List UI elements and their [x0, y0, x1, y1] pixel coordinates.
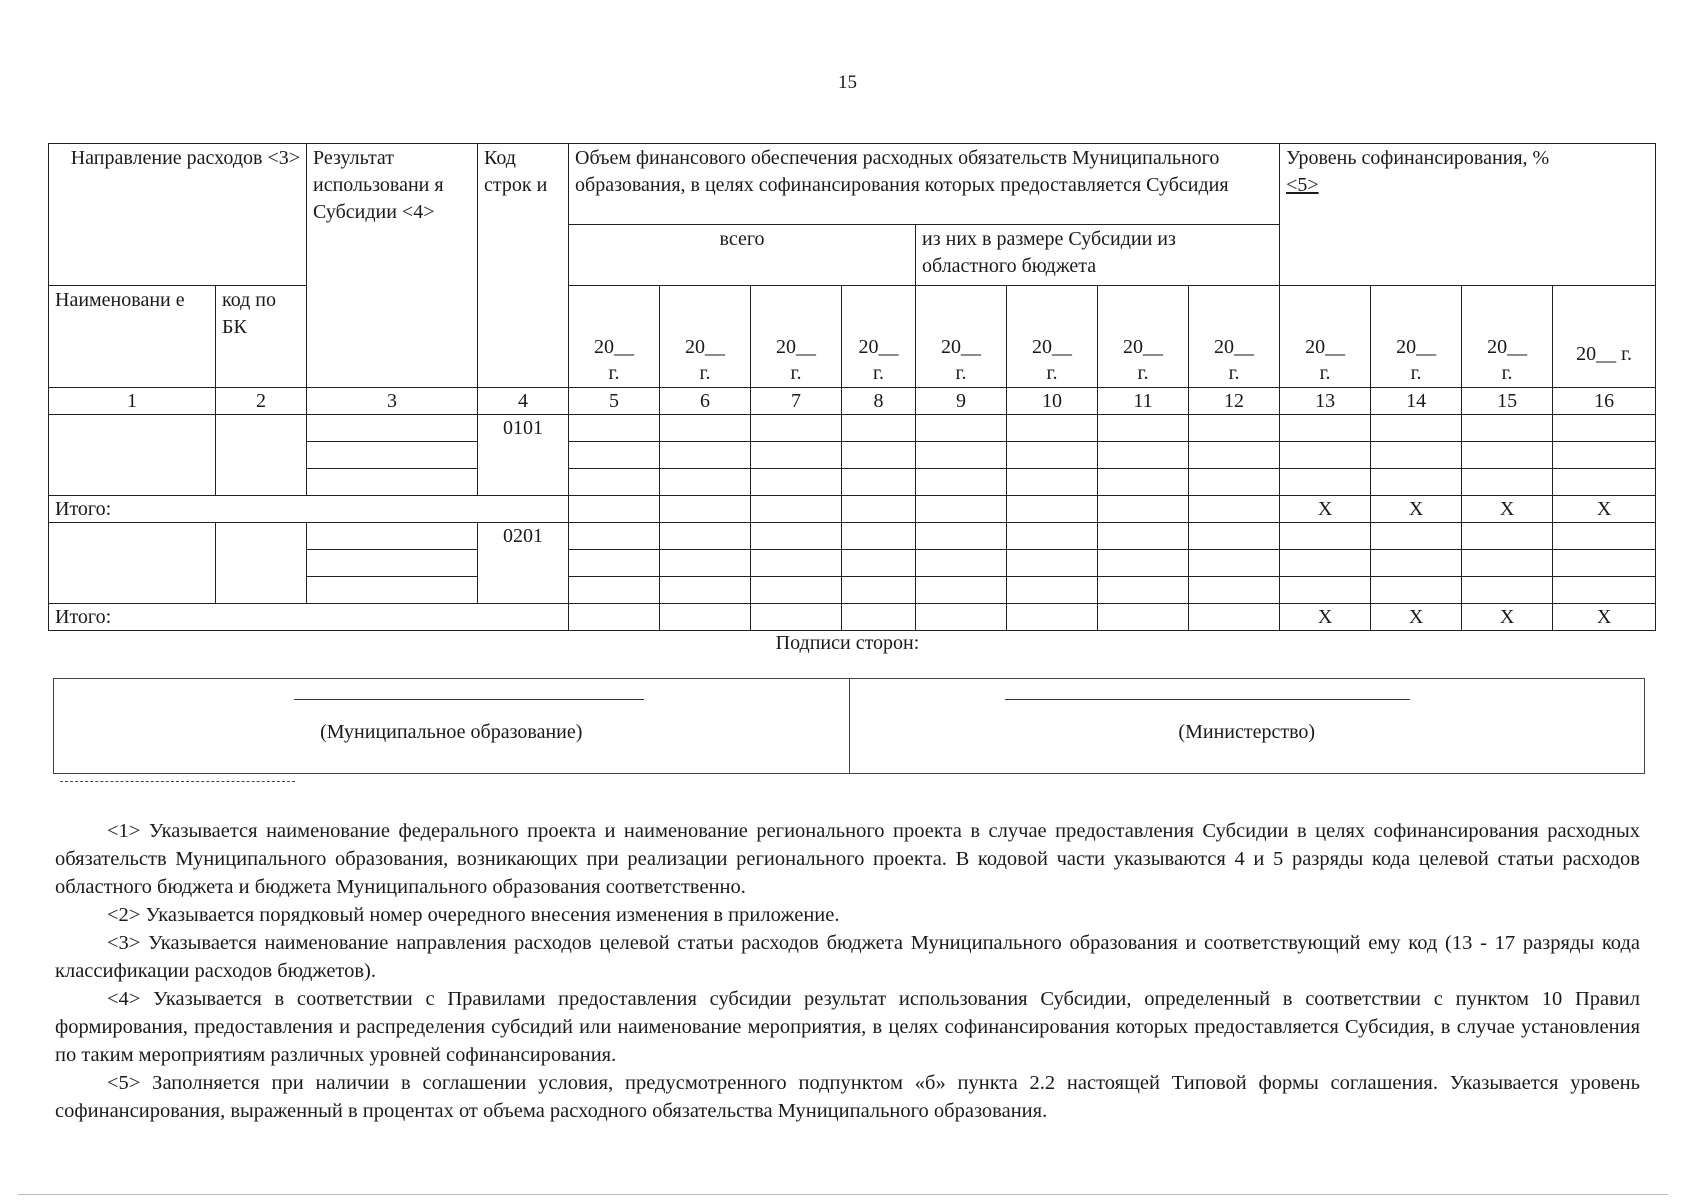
- table-cell: [660, 523, 751, 550]
- page-bottom-rule: [18, 1194, 1668, 1195]
- table-cell: [569, 496, 660, 523]
- table-cell: [660, 415, 751, 442]
- header-result: Результат использовани я Субсидии <4>: [307, 144, 478, 388]
- table-cell: [1462, 415, 1553, 442]
- signature-municipality: [54, 679, 849, 773]
- x-mark: X: [1553, 496, 1656, 523]
- footnotes: [55, 817, 1640, 1125]
- table-cell: [1462, 469, 1553, 496]
- footnote-4: <4> Указывается в соответствии с Правилами предоставления субсидии результат использования Субсидии, определенный в соответствии с пунктом 10 Правил формирования, предоставления и распределения субсидий или наименование мероприятия, в целях софинансирования которых предоставляется Субсидия, в случае установления по таким мероприятиям различных уровней софинансирования.: [55, 988, 1640, 1066]
- table-cell: [569, 442, 660, 469]
- table-cell: [1098, 469, 1189, 496]
- table-cell: [660, 442, 751, 469]
- column-number: 2: [216, 388, 307, 415]
- column-number: 16: [1553, 388, 1656, 415]
- table-cell: [842, 604, 916, 631]
- table-cell: [49, 415, 216, 496]
- header-name: Наименовани е: [49, 286, 216, 388]
- table-cell: [1007, 577, 1098, 604]
- header-row-code: Код строк и: [478, 144, 569, 388]
- table-cell: [1007, 442, 1098, 469]
- table-cell: [1553, 469, 1656, 496]
- column-number: 15: [1462, 388, 1553, 415]
- signature-label-municipality: (Муниципальное образование): [320, 721, 583, 743]
- table-cell: [1371, 442, 1462, 469]
- table-cell: [1189, 469, 1280, 496]
- table-cell: [569, 415, 660, 442]
- table-cell: [1462, 577, 1553, 604]
- signature-line: [1005, 699, 1410, 700]
- table-cell: [1007, 523, 1098, 550]
- table-cell: [660, 496, 751, 523]
- x-mark: X: [1553, 604, 1656, 631]
- cofinancing-level-text: Уровень софинансирования, %: [1286, 147, 1550, 169]
- table-cell: [1007, 469, 1098, 496]
- table-cell: [1098, 415, 1189, 442]
- x-mark: X: [1371, 496, 1462, 523]
- table-cell: [1189, 523, 1280, 550]
- signature-ministry: [849, 679, 1645, 773]
- x-mark: X: [1280, 496, 1371, 523]
- table-cell: [1280, 442, 1371, 469]
- table-cell: [216, 415, 307, 496]
- table-cell: [842, 577, 916, 604]
- table-cell: [842, 550, 916, 577]
- table-cell: [1189, 442, 1280, 469]
- table-cell: [842, 469, 916, 496]
- header-financing-volume: Объем финансового обеспечения расходных обязательств Муниципального образования, в целях софинансирования которых предоставляется Субсидия: [569, 144, 1280, 225]
- year-cell: 20__ г.: [1280, 286, 1371, 388]
- column-number: 5: [569, 388, 660, 415]
- table-cell: [916, 550, 1007, 577]
- total-label: Итого:: [49, 496, 569, 523]
- column-numbers-row: [49, 388, 1656, 415]
- table-cell: [1280, 577, 1371, 604]
- table-cell: [1371, 469, 1462, 496]
- table-cell: [842, 523, 916, 550]
- table-cell: [916, 604, 1007, 631]
- table-cell: [1189, 550, 1280, 577]
- year-cell: 20__ г.: [916, 286, 1007, 388]
- x-mark: X: [1462, 496, 1553, 523]
- table-cell: [1371, 415, 1462, 442]
- table-cell: [1553, 550, 1656, 577]
- table-row: [49, 415, 1656, 442]
- year-cell: 20__ г.: [1462, 286, 1553, 388]
- row-code: 0201: [478, 523, 569, 604]
- header-row-1: [49, 144, 1656, 225]
- year-cell: 20__ г.: [569, 286, 660, 388]
- table-cell: [1098, 577, 1189, 604]
- table-cell: [751, 496, 842, 523]
- table-cell: [751, 415, 842, 442]
- table-cell: [307, 442, 478, 469]
- table-cell: [1280, 415, 1371, 442]
- table-cell: [842, 415, 916, 442]
- total-row: [49, 496, 1656, 523]
- column-number: 12: [1189, 388, 1280, 415]
- table-cell: [660, 577, 751, 604]
- financing-table: [48, 143, 1656, 631]
- column-number: 9: [916, 388, 1007, 415]
- table-cell: [1553, 523, 1656, 550]
- table-cell: [751, 550, 842, 577]
- year-cell: 20__ г.: [1371, 286, 1462, 388]
- column-number: 14: [1371, 388, 1462, 415]
- row-code: 0101: [478, 415, 569, 496]
- header-direction-text: Направление расходов <3>: [70, 147, 301, 169]
- table-cell: [569, 577, 660, 604]
- table-cell: [1553, 442, 1656, 469]
- table-cell: [916, 496, 1007, 523]
- column-number: 4: [478, 388, 569, 415]
- total-row: [49, 604, 1656, 631]
- table-cell: [916, 577, 1007, 604]
- table-cell: [1098, 604, 1189, 631]
- x-mark: X: [1371, 604, 1462, 631]
- table-cell: [751, 442, 842, 469]
- table-cell: [307, 469, 478, 496]
- header-total: всего: [569, 225, 916, 286]
- signature-line: [294, 699, 644, 700]
- year-cell: 20__ г.: [1098, 286, 1189, 388]
- column-number: 1: [49, 388, 216, 415]
- footnote-1: <1> Указывается наименование федерального проекта и наименование регионального проекта в случае предоставления Субсидии в целях софинансирования расходных обязательств Муниципального образования, возникающих при реализации регионального проекта. В кодовой части указываются 4 и 5 разряды кода целевой статьи расходов областного бюджета и бюджета Муниципального образования соответственно.: [55, 820, 1640, 898]
- total-label: Итого:: [49, 604, 569, 631]
- cofinancing-level-note: <5>: [1286, 174, 1319, 196]
- table-cell: [307, 550, 478, 577]
- year-cell: 20__ г.: [751, 286, 842, 388]
- table-cell: [307, 523, 478, 550]
- table-row: [49, 523, 1656, 550]
- column-number: 8: [842, 388, 916, 415]
- table-cell: [49, 523, 216, 604]
- table-cell: [1280, 550, 1371, 577]
- table-cell: [751, 523, 842, 550]
- table-cell: [1189, 604, 1280, 631]
- year-cell: 20__ г.: [842, 286, 916, 388]
- table-cell: [916, 523, 1007, 550]
- table-cell: [1007, 550, 1098, 577]
- column-number: 10: [1007, 388, 1098, 415]
- table-cell: [1007, 496, 1098, 523]
- table-cell: [660, 550, 751, 577]
- table-cell: [1098, 496, 1189, 523]
- table-cell: [1371, 550, 1462, 577]
- signatures-title: Подписи сторон:: [775, 632, 920, 654]
- footnote-3: <3> Указывается наименование направления расходов целевой статьи расходов бюджета Муниципального образования и соответствующий ему код (13 - 17 разряды кода классификации расходов бюджетов).: [55, 932, 1640, 982]
- table-cell: [569, 523, 660, 550]
- column-number: 11: [1098, 388, 1189, 415]
- year-cell: 20__ г.: [660, 286, 751, 388]
- year-cell: 20__ г.: [1189, 286, 1280, 388]
- table-cell: [751, 469, 842, 496]
- column-number: 7: [751, 388, 842, 415]
- header-cofinancing-level: [1280, 144, 1656, 286]
- table-cell: [751, 577, 842, 604]
- signatures-box: [53, 678, 1645, 774]
- table-cell: [1280, 469, 1371, 496]
- table-cell: [751, 604, 842, 631]
- table-cell: [569, 469, 660, 496]
- year-cell: 20__ г.: [1553, 286, 1656, 388]
- table-cell: [1189, 415, 1280, 442]
- table-cell: [660, 604, 751, 631]
- header-row-3: [49, 286, 1656, 388]
- table-cell: [1371, 523, 1462, 550]
- table-cell: [842, 496, 916, 523]
- footnote-separator: [60, 781, 295, 782]
- table-cell: [1371, 577, 1462, 604]
- footnote-5: <5> Заполняется при наличии в соглашении условия, предусмотренного подпунктом «б» пункта 2.2 настоящей Типовой формы соглашения. Указывается уровень софинансирования, выраженный в процентах от объема расходного обязательства Муниципального образования.: [55, 1072, 1640, 1122]
- signature-label-ministry: (Министерство): [1178, 721, 1316, 743]
- table-cell: [660, 469, 751, 496]
- table-cell: [916, 442, 1007, 469]
- table-cell: [307, 415, 478, 442]
- x-mark: X: [1462, 604, 1553, 631]
- table-cell: [1553, 415, 1656, 442]
- table-cell: [916, 415, 1007, 442]
- table-cell: [216, 523, 307, 604]
- table-cell: [1007, 415, 1098, 442]
- table-cell: [1098, 550, 1189, 577]
- table-cell: [1462, 442, 1553, 469]
- column-number: 13: [1280, 388, 1371, 415]
- table-cell: [1189, 577, 1280, 604]
- page-number: 15: [838, 72, 857, 93]
- footnote-2: <2> Указывается порядковый номер очередного внесения изменения в приложение.: [107, 904, 840, 926]
- table-cell: [569, 550, 660, 577]
- table-cell: [1098, 442, 1189, 469]
- table-cell: [1189, 496, 1280, 523]
- table-cell: [1462, 523, 1553, 550]
- table-cell: [569, 604, 660, 631]
- year-cell: 20__ г.: [1007, 286, 1098, 388]
- table-cell: [842, 442, 916, 469]
- header-bk-code: код по БК: [216, 286, 307, 388]
- table-cell: [307, 577, 478, 604]
- x-mark: X: [1280, 604, 1371, 631]
- table-cell: [1553, 577, 1656, 604]
- column-number: 6: [660, 388, 751, 415]
- column-number: 3: [307, 388, 478, 415]
- table-cell: [1462, 550, 1553, 577]
- table-cell: [1280, 523, 1371, 550]
- table-cell: [916, 469, 1007, 496]
- header-direction: [49, 144, 307, 286]
- table-cell: [1098, 523, 1189, 550]
- table-cell: [1007, 604, 1098, 631]
- header-regional-budget: из них в размере Субсидии из областного бюджета: [916, 225, 1280, 286]
